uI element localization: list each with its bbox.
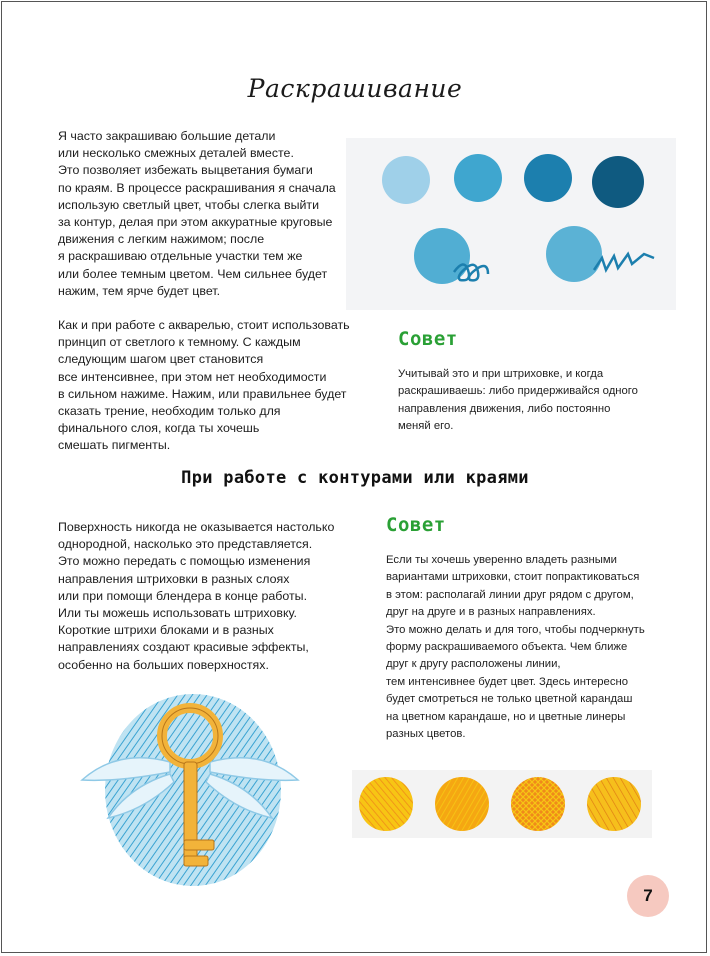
intro-paragraph-2: Как и при работе с акварелью, стоит использовать принцип от светлого к темному. С каждым следующим шагом цвет становится все интенсивнее, при этом нет необходимости в сильном нажиме. Нажим, или правильнее будет сказать трение, необходим только для финального слоя, когда ты хочешь смешать пигменты.: [58, 318, 350, 453]
intro-text: [58, 128, 368, 455]
blue-pencil-swatches-illustration: [346, 138, 676, 310]
blue-scribble-swatch-2: [546, 226, 602, 282]
yellow-swatch-3: [511, 777, 565, 831]
tip2-text: Если ты хочешь уверенно владеть разными вариантами штриховки, стоит попрактиковаться в этом: располагай линии друг рядом с другом, друг на друге и в разных направлениях. Это можно делать и для того, чтобы подчеркнуть форму раскрашиваемого объекта. Чем ближе друг к другу расположены линии, тем интенсивнее будет цвет. Здесь интересно будет смотреться не только цветной карандаш на цветном карандаше, но и цветные линеры разных цветов.: [386, 554, 645, 741]
blue-swatch-1: [382, 156, 430, 204]
blue-swatch-4: [592, 156, 644, 208]
section2-title: При работе с контурами или краями: [181, 468, 529, 488]
intro-paragraph-1: Я часто закрашиваю большие детали или несколько смежных деталей вместе. Это позволяет избежать выцветания бумаги по краям. В процессе раскрашивания я сначала использую светлый цвет, чтобы слегка выйти за контур, делая при этом аккуратные круговые движения с легким нажимом; после я раскрашиваю отдельные участки тем же или более темным цветом. Чем сильнее будет нажим, тем ярче будет цвет.: [58, 129, 336, 298]
tip1-title: Совет: [398, 328, 458, 350]
blue-swatch-3: [524, 154, 572, 202]
tip1-text: Учитывай это и при штриховке, и когда раскрашиваешь: либо придерживайся одного направления движения, либо постоянно меняй его.: [398, 368, 638, 433]
winged-key-illustration: [78, 690, 302, 894]
section2-text: [58, 519, 358, 674]
yellow-swatch-4: [587, 777, 641, 831]
yellow-swatch-1: [359, 777, 413, 831]
blue-swatch-2: [454, 154, 502, 202]
yellow-swatch-2: [435, 777, 489, 831]
blue-scribble-swatch-1: [414, 228, 470, 284]
page-title: Раскрашивание: [247, 74, 463, 103]
page-number-badge: [624, 872, 672, 920]
tip2-title: Совет: [386, 514, 446, 536]
section2-paragraph: Поверхность никогда не оказывается настолько однородной, насколько это представляется. Это можно передать с помощью изменения направления штриховки в разных слоях или при помощи блендера в конце работы. Или ты можешь использовать штриховку. Короткие штрихи блоками и в разных направлениях создают красивые эффекты, особенно на больших поверхностях.: [58, 520, 335, 672]
yellow-hatch-swatches-illustration: [352, 770, 652, 838]
page-number: 7: [643, 886, 653, 905]
